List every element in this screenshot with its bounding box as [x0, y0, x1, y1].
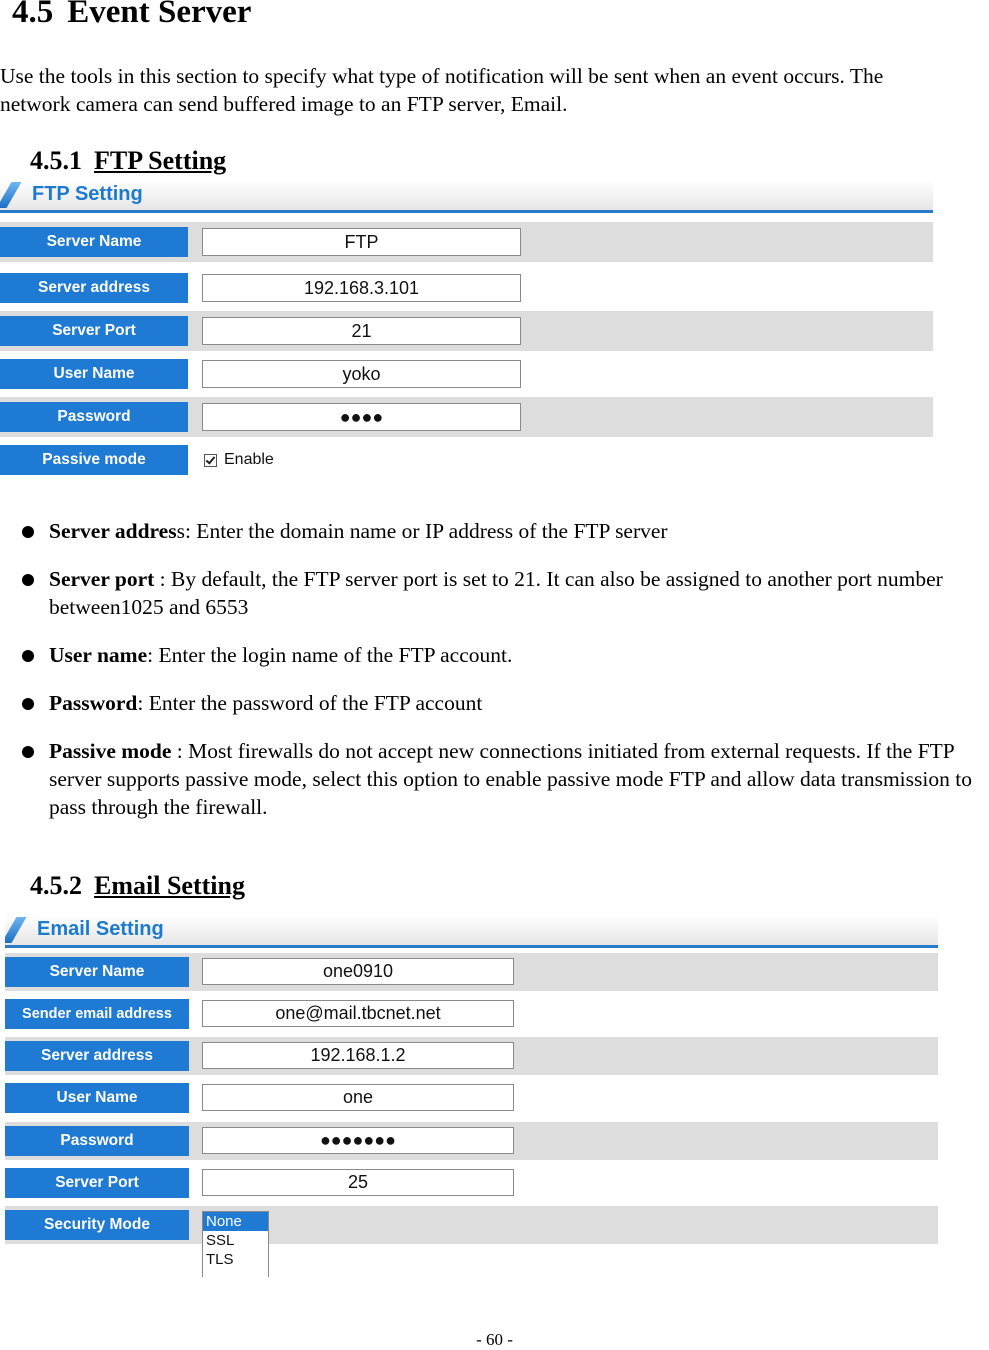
email-password-input[interactable]: ●●●●●●●	[202, 1127, 514, 1154]
bullet-text: s: Enter the domain name or IP address of the FTP server	[176, 519, 668, 543]
ftp-passive-enable-label: Enable	[224, 451, 274, 468]
ftp-heading	[30, 146, 226, 176]
ftp-password-label: Password	[0, 402, 188, 432]
slash-icon	[5, 917, 27, 943]
ftp-user-name-label: User Name	[0, 359, 188, 389]
email-sender-input[interactable]: one@mail.tbcnet.net	[202, 1000, 514, 1027]
email-heading	[30, 871, 245, 901]
ftp-panel-title: FTP Setting	[32, 183, 143, 205]
email-row-server-address	[5, 1037, 938, 1075]
email-row-security-mode	[5, 1206, 938, 1244]
ftp-server-port-label: Server Port	[0, 316, 188, 346]
email-row-password	[5, 1122, 938, 1160]
ftp-heading-number: 4.5.1	[30, 146, 82, 175]
ftp-server-name-label: Server Name	[0, 227, 188, 257]
email-row-user-name	[5, 1079, 938, 1117]
ftp-setting-panel	[0, 180, 933, 478]
ftp-passive-mode-label: Passive mode	[0, 445, 188, 475]
email-row-sender-email	[5, 995, 938, 1033]
section-title: Event Server	[67, 0, 252, 30]
email-password-label: Password	[5, 1126, 189, 1156]
ftp-server-address-label: Server address	[0, 273, 188, 303]
bullet-icon	[22, 526, 34, 538]
ftp-row-password	[0, 397, 933, 437]
email-server-address-input[interactable]: 192.168.1.2	[202, 1042, 514, 1069]
ftp-panel-title-bar	[0, 180, 933, 213]
bullet-icon	[22, 698, 34, 710]
bullet-term: User name	[49, 643, 148, 667]
bullet-term: Password	[49, 691, 138, 715]
email-server-port-input[interactable]: 25	[202, 1169, 514, 1196]
email-server-port-label: Server Port	[5, 1168, 189, 1198]
security-option-none[interactable]: None	[203, 1212, 268, 1231]
ftp-user-name-input[interactable]: yoko	[202, 360, 521, 388]
ftp-row-user-name	[0, 354, 933, 394]
bullet-term: Passive mode	[49, 739, 172, 763]
bullet-text: : Enter the password of the FTP account	[137, 691, 483, 715]
ftp-row-passive-mode	[0, 440, 933, 478]
email-setting-panel	[5, 915, 938, 1277]
ftp-passive-mode-checkbox[interactable]	[204, 450, 274, 470]
ftp-row-server-address	[0, 268, 933, 308]
ftp-server-name-input[interactable]: FTP	[202, 228, 521, 256]
email-server-name-input[interactable]: one0910	[202, 958, 514, 985]
ftp-server-port-input[interactable]: 21	[202, 317, 521, 345]
ftp-password-input[interactable]: ●●●●	[202, 403, 521, 431]
bullet-icon	[22, 574, 34, 586]
bullet-term: Server port	[49, 567, 155, 591]
bullet-text: : Enter the login name of the FTP account.	[147, 643, 513, 667]
email-user-name-input[interactable]: one	[202, 1084, 514, 1111]
bullet-icon	[22, 650, 34, 662]
ftp-row-server-name	[0, 222, 933, 262]
email-row-server-port	[5, 1164, 938, 1202]
bullet-icon	[22, 746, 34, 758]
section-heading	[12, 0, 251, 31]
ftp-heading-title: FTP Setting	[94, 146, 227, 175]
section-number: 4.5	[12, 0, 54, 30]
bullet-term: Server addres	[49, 519, 177, 543]
slash-icon	[0, 182, 22, 208]
security-option-tls[interactable]: TLS	[206, 1251, 234, 1268]
bullet-text: : Most firewalls do not accept new connections initiated from external requests. If the FTP server supports passive mode, select this option to enable passive mode FTP and allow data transmission to pass through the firewall.	[49, 739, 972, 819]
email-server-address-label: Server address	[5, 1041, 189, 1071]
checkbox-checked-icon	[204, 454, 217, 467]
security-option-ssl[interactable]: SSL	[206, 1232, 235, 1249]
email-server-name-label: Server Name	[5, 957, 189, 987]
email-row-server-name	[5, 953, 938, 991]
email-security-mode-label: Security Mode	[5, 1210, 189, 1240]
email-heading-title: Email Setting	[94, 871, 245, 900]
bullet-text: : By default, the FTP server port is set to 21. It can also be assigned to another port number between1025 and 6553	[49, 567, 943, 619]
email-user-name-label: User Name	[5, 1083, 189, 1113]
email-panel-title: Email Setting	[37, 918, 164, 940]
email-heading-number: 4.5.2	[30, 871, 82, 900]
ftp-server-address-input[interactable]: 192.168.3.101	[202, 274, 521, 302]
email-sender-label: Sender email address	[5, 999, 189, 1029]
email-panel-title-bar	[5, 915, 938, 948]
ftp-bullet-list	[22, 517, 989, 817]
ftp-row-server-port	[0, 311, 933, 351]
page-number: - 60 -	[476, 1330, 513, 1349]
email-security-mode-listbox[interactable]	[202, 1211, 269, 1277]
intro-paragraph: Use the tools in this section to specify what type of notification will be sent when an event occurs. The network camera can send buffered image to an FTP server, Email.	[0, 64, 884, 116]
